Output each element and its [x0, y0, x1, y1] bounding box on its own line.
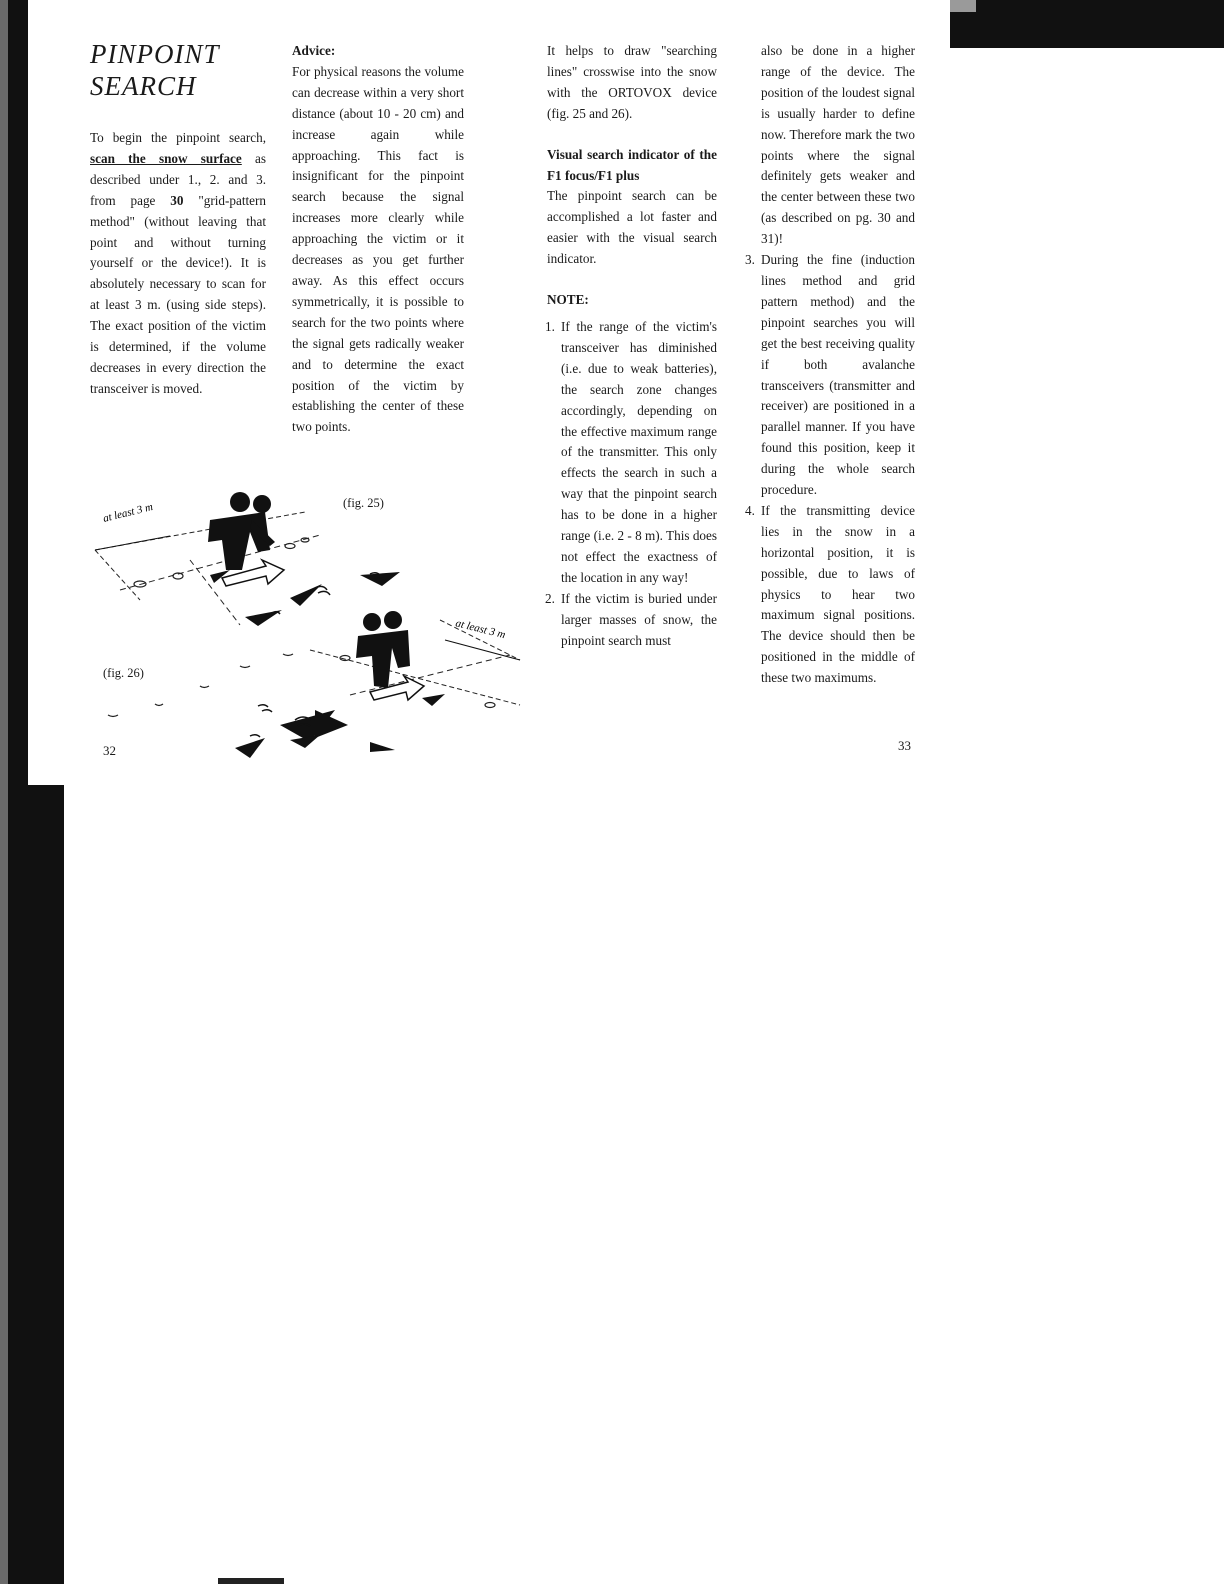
intro-paragraph: [90, 128, 266, 400]
intro-text-e: "grid-pattern method" (without leaving that point and without turning yourself or the device!). It is absolutely necessary to scan for at least 3 m. (using side steps). The exact position of the victim is determined, if the volume decreases in every direction the transceiver is moved.: [90, 192, 266, 396]
distance-label-1: at least 3 m: [101, 500, 155, 525]
page-number-right: 33: [898, 738, 911, 753]
note-item: [747, 501, 915, 689]
fig26-person-icon: [356, 611, 410, 688]
title-line-2: SEARCH: [90, 71, 197, 101]
note-number: 1.: [545, 318, 555, 334]
fig26-marks: [340, 656, 495, 708]
note-item: [547, 317, 717, 589]
right-column-2: [747, 41, 915, 689]
intro-emphasis: scan the snow surface: [90, 150, 242, 166]
note-item: [547, 589, 717, 652]
page-title: [90, 38, 270, 102]
right-column-1: [547, 41, 717, 651]
fig26-signal-arrows: [235, 694, 445, 758]
advice-heading: Advice:: [292, 43, 336, 58]
distance-label-2: at least 3 m: [454, 617, 507, 642]
fig25-label: (fig. 25): [343, 496, 384, 510]
intro-page-ref: 30: [170, 192, 184, 208]
intro-text-a: To begin the pinpoint search,: [90, 130, 266, 145]
fig25-search-lines: [95, 512, 320, 625]
note-text: If the range of the victim's transceiver has diminished (i.e. due to weak batteries), the search zone changes accordingly, depending on the effective maximum range of the transmitter. This only effects the search in such a way that the pinpoint search has to be done in a higher range (i.e. 2 - 8 m). This does not effect the exactness of the location in any way!: [561, 318, 717, 585]
scan-bottom-mark: [218, 1578, 284, 1584]
visual-indicator-paragraph: The pinpoint search can be accomplished a lot faster and easier with the visual search indicator.: [547, 188, 717, 267]
note-text: During the fine (induction lines method and grid pattern method) and the pinpoint searches you will get the best receiving quality if both avalanche transceivers (transmitter and receiver) are positioned in a parallel manner. If you have found this position, keep it during the whole search procedure.: [761, 252, 915, 498]
snow-curves: [108, 654, 293, 717]
scan-edge-strip: [0, 0, 8, 1584]
page-margin-left: [28, 0, 64, 785]
title-line-1: PINPOINT: [90, 39, 220, 69]
note-item: [747, 250, 915, 501]
intro-column: [90, 128, 266, 400]
note-text: If the victim is buried under larger masses of snow, the pinpoint search must: [561, 590, 717, 648]
note-list-continued: [747, 250, 915, 689]
note-list: [547, 317, 717, 652]
intro-text-c: as described under 1., 2. and 3. from page: [90, 150, 266, 208]
pinpoint-search-figure: [90, 480, 530, 770]
note-continuation: also be done in a higher range of the device. The position of the loudest signal is usually harder to define now. Therefore mark the two points where the signal definitely gets weaker and the center between these two (as described on pg. 30 and 31)!: [761, 43, 915, 247]
advice-paragraph: For physical reasons the volume can decrease within a very short distance (about 10 - 20 cm) and increase again while approaching. This fact is insignificant for the pinpoint search because the signal increases more clearly while approaching the victim or it decreases as you get further away. As this effect occurs symmetrically, it is possible to search for the two points where the signal gets radically weaker and to determine the exact position of the victim by establishing the center of these two points.: [292, 63, 464, 435]
fig26-label: (fig. 26): [103, 666, 144, 680]
note-text: If the transmitting device lies in the snow in a horizontal position, it is possible, due to laws of physics to hear two maximum signal positions. The device should then be positioned in the middle of these two maximums.: [761, 502, 915, 686]
page-number-left: 32: [103, 743, 116, 758]
advice-column: [292, 41, 464, 438]
note-number: 2.: [545, 590, 555, 606]
scan-light-patch: [950, 0, 976, 12]
note-number: 3.: [745, 252, 755, 268]
note-number: 4.: [745, 502, 755, 518]
visual-indicator-heading: Visual search indicator of the F1 focus/F1 plus: [547, 146, 717, 183]
note-heading: NOTE:: [547, 292, 589, 308]
scan-dark-bar: [950, 0, 1224, 48]
fig25-person-icon: [208, 492, 275, 570]
searching-lines-paragraph: It helps to draw "searching lines" crosswise into the snow with the ORTOVOX device (fig. 25 and 26).: [547, 43, 717, 121]
